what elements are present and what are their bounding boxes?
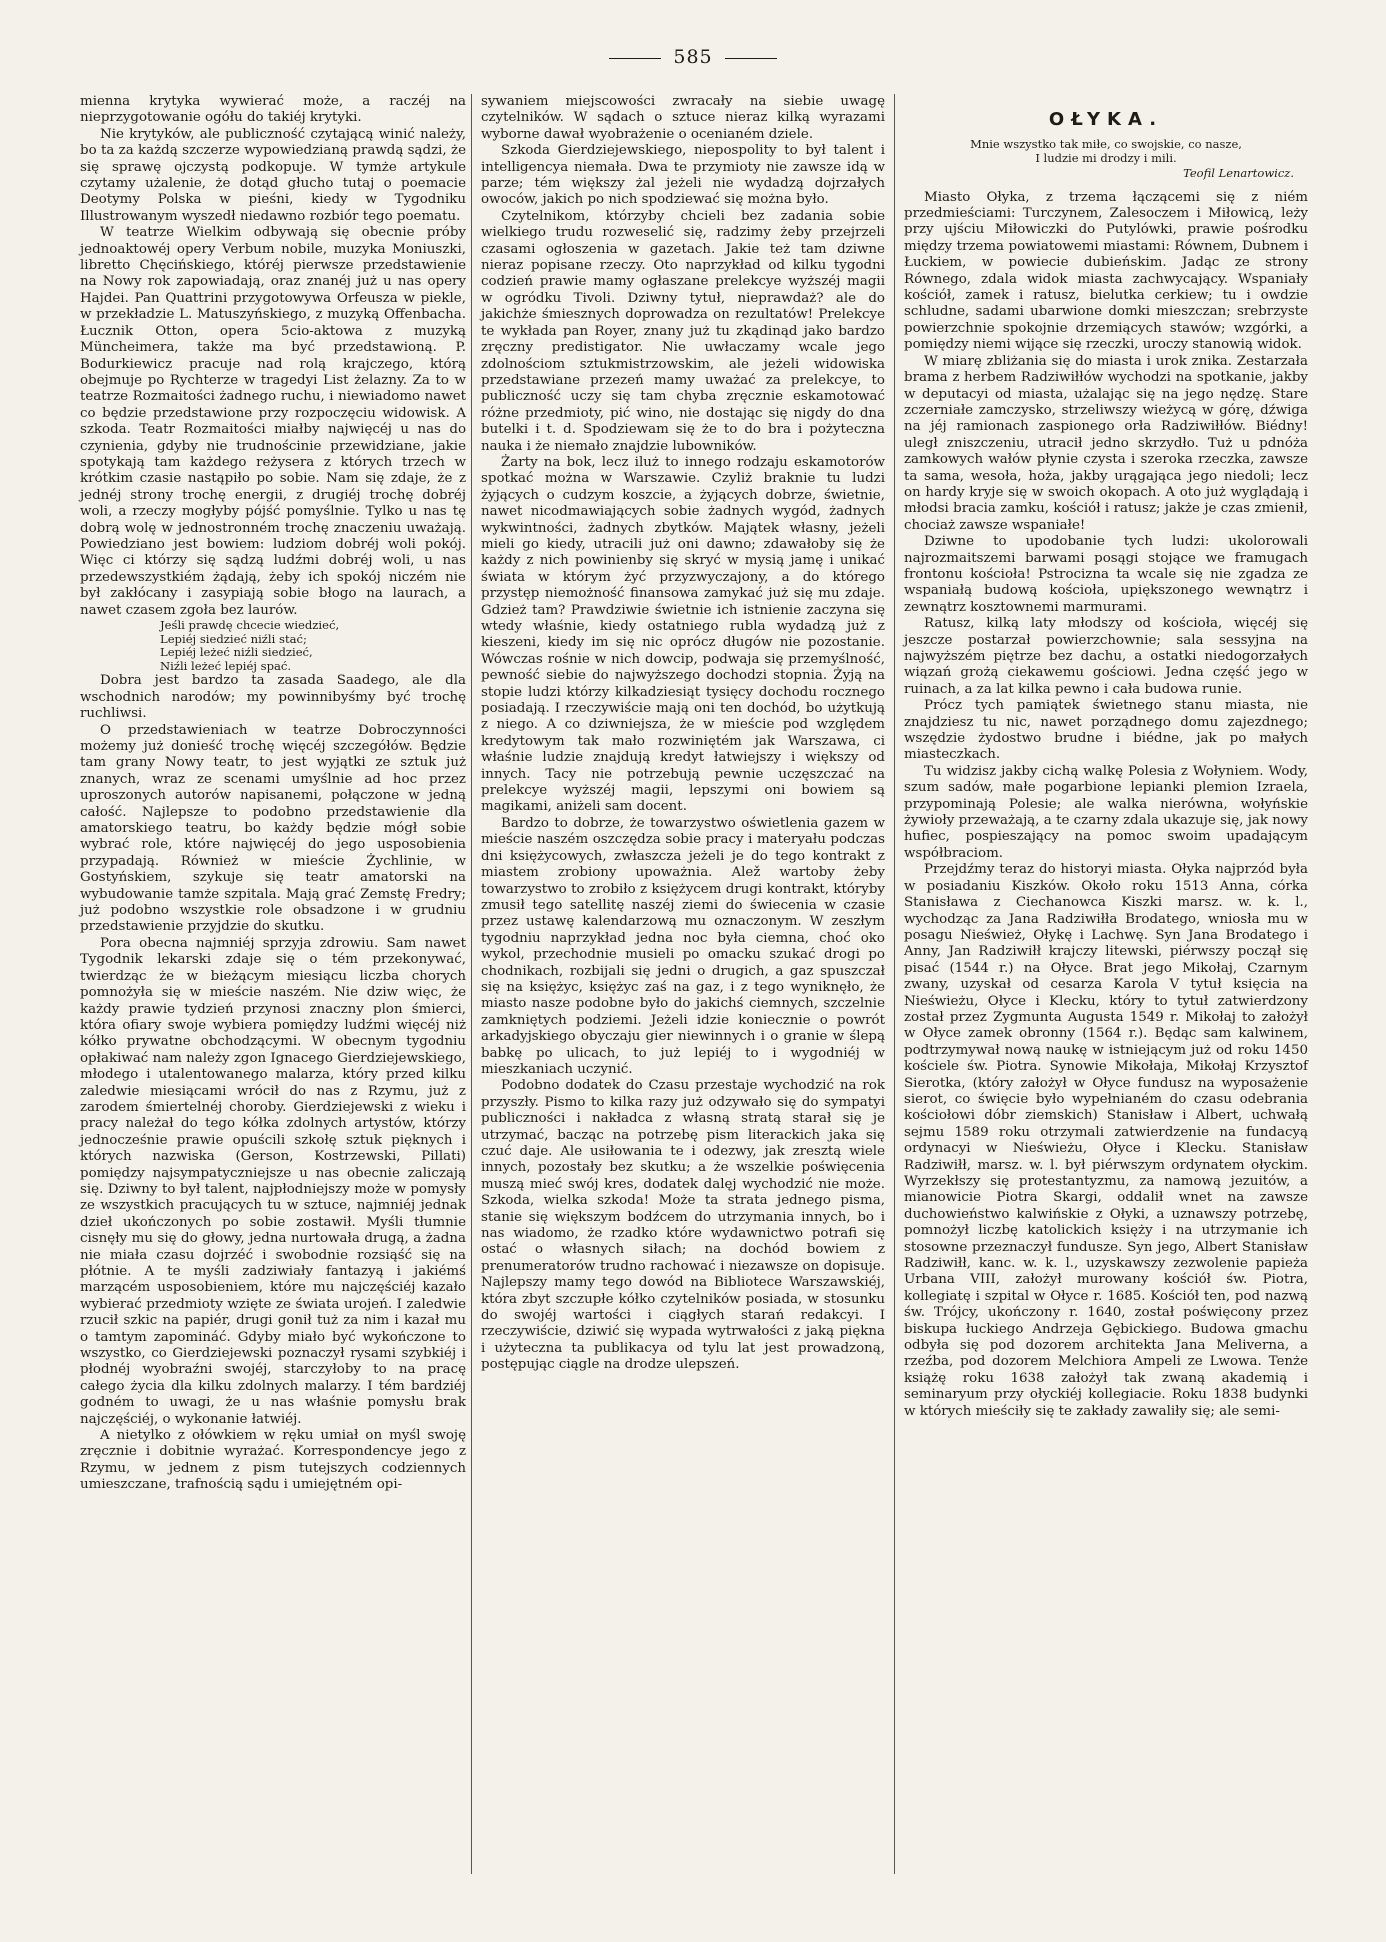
article-title: OŁYKA. <box>1048 109 1164 130</box>
paragraph: Przejdźmy teraz do historyi miasta. Ołyka najprzód była w posiadaniu Kiszków. Około roku 1513 Anna, córka Stanisława z Ciechanowca Kiszki marsz. w. k. l., wychodząc za Jana Radziwiłła Brodatego, wniosła mu w posagu Nieśwież, Ołykę i Lachwę. Syn Jana Brodatego i Anny, Jan Radziwiłł krajczy litewski, piérwszy począł się pisać (1544 r.) na Ołyce. Brat jego Mikołaj, Czarnym zwany, uzyskał od cesarza Karola V tytuł księcia na Nieświeżu, Ołyce i Klecku, który to tytuł zatwierdzony został przez Zygmunta Augusta 1549 r. Mikołaj to założył w Ołyce zamek obronny (1564 r.). Będąc sam kalwinem, podtrzymywał nową naukę w istniejącym już od roku 1450 kościele św. Piotra. Synowie Mikołaja, Mikołaj Krzysztof Sierotka, (który założył w Ołyce fundusz na wyposażenie sierot, co święcie było wypełnianém do czasu odebrania kościołowi dóbr ziemskich) Stanisław i Albert, uchwałą sejmu 1589 roku otrzymali zatwierdzenie na fundacyą ordynacyi w Nieświeżu, Ołyce i Klecku. Stanisław Radziwiłł, marsz. w. l. był piérwszym ordynatem ołyckim. Wyrzekłszy się protestantyzmu, za namową jezuitów, a mianowicie Piotra Skargi, oddalił wnet na zawsze duchowieństwo kalwińskie z Ołyki, a uznawszy potrzebę, pomnożył liczbę katolickich księży i na utrzymanie ich stosowne przeznaczył fundusze. Syn jego, Albert Stanisław Radziwiłł, kanc. w. k. l., uzyskawszy zezwolenie papieża Urbana VIII, założył murowany kościół św. Piotra, kollegiatę i szpital w Ołyce r. 1685. Kościół ten, pod nazwą św. Trójcy, ukończony r. 1640, został poświęcony przez biskupa łuckiego Andrzeja Gębickiego. Budowa gmachu odbyła się pod dozorem architekta Jana Meliverna, a rzeźba, pod dozorem Melchiora Ampeli ze Lwowa. Tenże książę roku 1638 założył tak zwaną akademią i seminaryum przy ołyckiéj kollegiacie. Roku 1838 budynki w których mieściły się te zakłady zawaliły się; ale semi- <box>904 862 1308 1419</box>
column-1 <box>80 94 466 1494</box>
paragraph: Podobno dodatek do Czasu przestaje wychodzić na rok przyszły. Pismo to kilka razy już odzywało się do sympatyi publiczności i nakładca z własną stratą starał się je utrzymać, bacząc na potrzebę pism literackich jaka się czuć daje. Ale usiłowania te i odezwy, jak zresztą wiele innych, pozostały bez skutku; a że wszelkie poświęcenia muszą mieć swój kres, dodatek dalęj wychodzić nie może. Szkoda, wielka szkoda! Może ta strata jednego pisma, stanie się większym bodźcem do utrzymania innych, bo i nas wiadomo, że rzadko które wydawnictwo potrafi się ostać o własnych siłach; na dochód bowiem z prenumeratorów trudno rachować i niezawsze on dopisuje. Najlepszy mamy tego dowód na Bibliotece Warszawskiéj, która zbyt szczupłe kółko czytelników posiada, w stosunku do swojéj wartości i ciągłych starań redakcyi. I rzeczywiście, dziwić się wypada wytrwałości z jaką piękna i użyteczna ta publikacya od tylu lat jest prowadzoną, postępując ciągle na drodze ulepszeń. <box>481 1078 885 1373</box>
epigraph-line: Mnie wszystko tak miłe, co swojskie, co nasze, <box>970 137 1242 152</box>
paragraph: sywaniem miejscowości zwracały na siebie uwagę czytelników. W sądach o sztuce nieraz kilką wyrazami wyborne dawał wyobrażenie o ocenianém dziele. <box>481 94 885 142</box>
page-number-header <box>0 46 1386 68</box>
paragraph: Szkoda Gierdziejewskiego, niepospolity to był talent i intelligencya niemała. Dwa te przymioty nie zawsze idą w parze; tém większy żal jeżeli nie wydadzą dojrzałych owoców, jakich po nich spodziewać się można było. <box>481 143 885 208</box>
header-rule-left <box>609 58 661 59</box>
paragraph: Tu widzisz jakby cichą walkę Polesia z Wołyniem. Wody, szum sadów, małe pogarbione lepianki plemion Izraela, przypominają Polesie; ale walka nierówna, wołyńskie żywioły przeważają, a te czarny zdala ukazuje się, jak nowy hufiec, pospieszający na pomoc swoim upadającym współbraciom. <box>904 763 1308 861</box>
paragraph: Ratusz, kilką laty młodszy od kościoła, więcéj się jeszcze postarzał powierzchownie; sala sessyjna na najwyższém piętrze bez dachu, a ostatki niedogorzałych wiązań grożą ciekawemu gościowi. Jedna część jego w ruinach, a za lat kilka pewno i cała budowa runie. <box>904 616 1308 697</box>
paragraph: Dobra jest bardzo ta zasada Saadego, ale dla wschodnich narodów; my powinnibyśmy być trochę ruchliwsi. <box>80 673 466 722</box>
paragraph: Miasto Ołyka, z trzema łączącemi się z niém przedmieściami: Turczynem, Zalesoczem i Miłowicą, leży przy ujściu Miłowiczki do Putylówki, prawie pośrodku między trzema powiatowemi miastami: Równem, Dubnem i Łuckiem, w powiecie dubieńskim. Jadąc ze strony Równego, zdala widok miasta zachwycający. Wspaniały kościół, zamek i ratusz, bielutka cerkiew; tu i owdzie schludne, sadami ubarwione domki mieszczan; srebrzyste powierzchnie spokojnie drzemiących stawów; wzgórki, a pomiędzy niemi wijące się rzeczki, uroczy stanowią widok. <box>904 189 1308 353</box>
column-2 <box>481 94 885 1374</box>
paragraph: mienna krytyka wywierać może, a raczéj na nieprzygotowanie ogółu do takiéj krytyki. <box>80 94 466 126</box>
paragraph: Dziwne to upodobanie tych ludzi: ukolorowali najrozmaitszemi barwami posągi stojące we framugach frontonu kościoła! Pstrocizna ta wcale się nie zgadza ze wspaniałą budową kościoła, upiększonego wewnątrz i zewnątrz kosztownemi marmurami. <box>904 534 1308 615</box>
paragraph: Żarty na bok, lecz iluż to innego rodzaju eskamotorów spotkać można w Warszawie. Czyliż braknie tu ludzi żyjących o cudzym koszcie, a żyjących dobrze, świetnie, nawet nicodmawiających sobie żadnych wygód, żadnych wykwintności, żadnych zbytków. Majątek własny, jeżeli mieli go kiedy, utracili już oni dawno; zdawałoby się że każdy z nich powinienby się skryć w mysią jamę i unikać świata w którym żyć przyzwyczajony, a do którego przystęp niemożność finansowa zamykać już się mu zdaje. Gdzież tam? Prawdziwie świetnie ich istnienie zaczyna się wtedy właśnie, kiedy ostatniego rubla wydadzą już z kieszeni, kiedy im się nic oprócz długów nie pozostanie. Wówczas rośnie w nich dowcip, podwaja się przemyślność, pewność siebie do najwyższego dochodzi stopnia. Żyją na stopie ludzi którzy kilkadziesiąt tysięcy dochodu rocznego posiadają. I rzeczywiście mają oni ten dochód, bo użytkują z niego. A co dziwniejsza, że w mieście pod względem kredytowym tak mało rozwiniętém jak Warszawa, ci właśnie ludzie znajdują kredyt łatwiejszy i większy od innych. Tacy nie potrzebują pewnie uczęszczać na prelekcye wyższéj magii, lepszymi oni bowiem są magikami, aniżeli sam docent. <box>481 454 885 815</box>
epigraph <box>904 138 1308 165</box>
header-rule-right <box>725 58 777 59</box>
verse-line: Niźli leżeć lepiéj spać. <box>160 658 292 673</box>
verse-line: Lepiéj siedzieć niźli stać; <box>160 631 307 646</box>
page-number: 585 <box>673 46 713 68</box>
paragraph: W teatrze Wielkim odbywają się obecnie próby jednoaktowéj opery Verbum nobile, muzyka Moniuszki, libretto Chęcińskiego, któréj pierwsze przedstawienie na Nowy rok zapowiadają, oraz znanéj już u nas opery Hajdei. Pan Quattrini przygotowywa Orfeusza w piekle, w przekładzie L. Matuszyńskiego, z muzyką Offenbacha. Łucznik Otton, opera 5cio-aktowa z muzyką Müncheimera, także ma być przedstawioną. P. Bodurkiewicz pracuje nad rolą krajczego, którą obejmuje po Rychterze w tragedyi List żelazny. Za to w teatrze Rozmaitości żadnego ruchu, i niewiadomo nawet co będzie przedstawione przy rozpoczęciu widowisk. A szkoda. Teatr Rozmaitości miałby najwięcéj u nas do czynienia, gdyby nie trudnościnie przewidziane, jakie spotykają tam każdego reżysera z których trzech w krótkim czasie nastąpiło po sobie. Nam się zdaje, że z jednéj strony trochę energii, z drugiéj trochę dobréj woli, a rzeczy mogłyby pójść pomyślnie. Tylko u nas tę dobrą wolę w jednostronném trochę znaczeniu uważają. Powiedziano jest bowiem: ludziom dobréj woli pokój. Więc ci którzy się sądzą ludźmi dobréj woli, u nas przedewszystkiém żądają, żeby ich spokój niczém nie był zakłócany i zasypiają sobie błogo na laurach, a nawet czasem zgoła bez laurów. <box>80 225 466 618</box>
paragraph: A nietylko z ołówkiem w ręku umiał on myśl swoję zręcznie i dobitnie wyrażać. Korrespondencye jego z Rzymu, w jednem z pism tutejszych codziennych umieszczane, trafnością sądu i umiejętném opi- <box>80 1428 466 1493</box>
paragraph: O przedstawieniach w teatrze Dobroczynności możemy już donieść trochę więcéj szczegółów. Będzie tam grany Nowy teatr, to jest wyjątki ze sztuk już znanych, wraz ze scenami umyślnie ad hoc przez uproszonych autorów napisanemi, połączone w jedną całość. Najlepsze to podobno przedstawienie dla amatorskiego teatru, bo każdy będzie mógł sobie wybrać role, które najwięcéj do jego usposobienia przypadają. Również w mieście Żychlinie, w Gostyńskiem, szykuje się teatr amatorski na wybudowanie tamże szpitala. Mają grać Zemstę Fredry; już podobno wszystkie role obsadzone i w grudniu przedstawienie przyjdzie do skutku. <box>80 722 466 935</box>
paragraph: Prócz tych pamiątek świetnego stanu miasta, nie znajdziesz tu nic, nawet porządnego domu zajezdnego; wszędzie żydostwo brudne i biédne, jak po małych miasteczkach. <box>904 698 1308 763</box>
column-3 <box>904 94 1308 1420</box>
paragraph: Pora obecna najmniéj sprzyja zdrowiu. Sam nawet Tygodnik lekarski zdaje się o tém przekonywać, twierdząc że w bieżącym miesiącu liczba chorych pomnożyła się w mieście naszém. Nie dziw więc, że każdy prawie tydzień przynosi znaczny plon śmierci, która ofiary swoje wybiera pomiędzy ludźmi więcéj niż kółko prywatne obchodzącymi. W obecnym tygodniu opłakiwać nam należy zgon Ignacego Gierdziejewskiego, młodego i utalentowanego malarza, który przed kilku zaledwie miesiącami wrócił do nas z Rzymu, już z zarodem śmiertelnéj choroby. Gierdziejewski z wieku i pracy należał do tego kółka zdolnych artystów, którzy jednocześnie prawie opuścili szkołę sztuk pięknych i których nazwiska (Gerson, Kostrzewski, Pillati) pomiędzy najsympatyczniejsze u nas obecnie zaliczają się. Dziwny to był talent, najpłodniejszy może w pomysły ze wszystkich pracujących tu w sztuce, najmniéj jednak dzieł ukończonych po sobie zostawił. Myśli tłumnie cisnęły mu się do głowy, jedna nurtowała drugą, a żadna nie miała czasu dojrzéć i swobodnie rozsiąść się na płótnie. A te myśli zadziwiały fantazyą i jakiémś marzącém usposobieniem, które mu najczęściéj kazało wybierać przedmioty wzięte ze świata urojeń. I zaledwie rzucił szkic na papiér, drugi gonił tuż za nim i kazał mu o tamtym zapomináć. Gdyby miało być wykończone to wszystko, co Gierdziejewski poznaczył rysami szybkiéj i płodnéj wyobraźni swojéj, starczyłoby to na pracę całego życia dla kilku zdolnych malarzy. I tém bardziéj godném to uwagi, że u nas właśnie pomysłu brak najczęściéj, o wykonanie łatwiéj. <box>80 935 466 1427</box>
epigraph-author: Teofil Lenartowicz. <box>1183 166 1294 181</box>
paragraph: Nie krytyków, ale publiczność czytającą winić należy, bo ta za każdą szczerze wypowiedzianą prawdą sądzi, że się sprawę ojczystą podkopuje. W tymże artykule czytamy użalenie, że dotąd głucho tutaj o poemacie Deotymy Polska w pieśni, kiedy w Tygodniku Illustrowanym wyszedł niedawno rozbiór tego poematu. <box>80 126 466 224</box>
paragraph: Bardzo to dobrze, że towarzystwo oświetlenia gazem w mieście naszém oszczędza sobie pracy i materyału podczas dni księżycowych, zwłaszcza jeżeli je do tego kontrakt z miastem zrobiony upoważnia. Alež wartoby żeby towarzystwo to zrobiło z księżycem drugi kontrakt, któryby zmusił tego satellitę naszéj ziemi do świecenia w czasie przez ustawę kalendarzową mu oznaczonym. W zeszłym tygodniu naprzykład jedna noc była ciemna, choć oko wykol, przechodnie musieli po omacku szukać drogi po chodnikach, rozbijali się jedni o drugich, a gaz spuszczał się na księżyc, księżyc zaś na gaz, i z tego wyniknęło, że miasto nasze podobne było do jakichś ciemnych, szczelnie zamkniętych podziemi. Jeżeli idzie koniecznie o powrót arkadyjskiego obyczaju gier niewinnych i o granie w ślepą babkę po ulicach, to już lepiéj to i wygodniéj w mieszkaniach uczynić. <box>481 815 885 1077</box>
verse-quote <box>160 619 466 673</box>
epigraph-line: I ludzie mi drodzy i mili. <box>1035 150 1177 165</box>
paragraph: W miarę zbliżania się do miasta i urok znika. Zestarzała brama z herbem Radziwiłłów wychodzi na spotkanie, jakby w deputacyi od miasta, użalając się na jego nędzę. Stare zczerniałe zamczysko, strzeliwszy wieżycą w górę, dźwiga na jéj ramionach zaspionego orła Radziwiłłów. Biédny! uległ zniszczeniu, utracił jedno skrzydło. Tuż u pdnóża zamkowych wałów płynie czysta i szeroka rzeczka, zawsze ta sama, wesoła, hoża, jakby urągająca jego niedoli; lecz on hardy kryje się w swoich okopach. A oto już wyglądają i młodsi bracia zamku, kościół i ratusz; jakże je czas zmienił, chociaż zawsze wspaniałe! <box>904 353 1308 533</box>
paragraph: Czytelnikom, którzyby chcieli bez zadania sobie wielkiego trudu rozweselić się, radzimy żeby przejrzeli czasami ogłoszenia w gazetach. Jakie też tam dziwne nieraz popisane rzeczy. Oto naprzykład od kilku tygodni codzień prawie mamy ogłaszane prelekcye wyższéj magii w ogródku Tivoli. Dziwny tytuł, nieprawdaż? ale do jakichże śmiesznych doprowadza on rezultatów! Prelekcye te wykłada pan Royer, znany już tu zkądinąd jako bardzo zręczny predistigator. Nie uwłaczamy wcale jego zdolnościom sztukmistrzowskim, ale jeżeli widowiska przedstawiane przezeń mamy uważać za prelekcye, to publiczność uczy się tam chyba zręcznie eskamotować różne przedmioty, pić wino, nie dostając się nigdy do dna butelki i t. d. Spodziewam się że to do bra i pożyteczna nauka i że niemało znajdzie lubowników. <box>481 208 885 454</box>
column-divider-2 <box>894 94 895 1874</box>
verse-line: Jeśli prawdę chcecie wiedzieć, <box>160 618 340 632</box>
verse-line: Lepiéj leżeć niźli siedzieć, <box>160 645 313 660</box>
column-divider-1 <box>471 94 472 1874</box>
